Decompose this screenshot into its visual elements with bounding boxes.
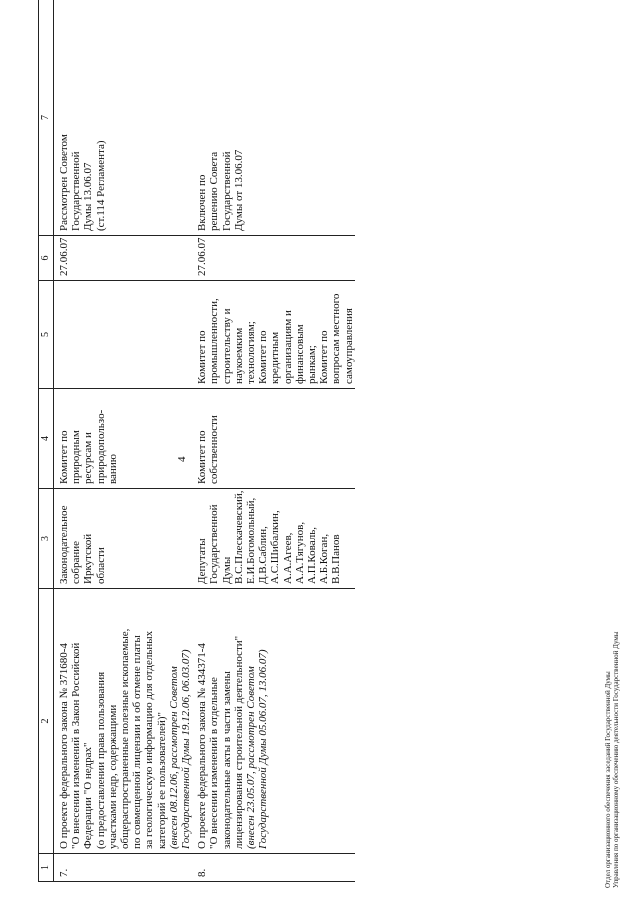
co-committee-line: Комитет по <box>257 330 270 384</box>
co-committee-cell <box>192 281 355 389</box>
co-committee-line: технологиям; <box>245 321 258 384</box>
page-number: 4 <box>176 456 188 462</box>
initiator-line: В.С.Плескачевский, <box>232 490 245 584</box>
decision-cell <box>54 0 193 236</box>
bill-title-line: участками недр, содержащими <box>106 704 119 849</box>
initiator-cell <box>192 489 355 589</box>
committee-line: собственности <box>208 415 221 484</box>
date-cell: 27.06.07 <box>54 236 193 281</box>
table-row <box>192 0 355 882</box>
decision-cell <box>192 0 355 236</box>
committee-line: природным <box>70 430 83 484</box>
co-committee-line: Комитет по <box>196 330 209 384</box>
bill-note-line: Государственной Думы 05.06.07, 13.06.07) <box>257 649 270 849</box>
committee-cell <box>192 389 355 489</box>
column-number: 6 <box>39 236 54 281</box>
committee-cell <box>54 389 193 489</box>
bill-title-line: категорий ее пользователей)" <box>155 711 168 849</box>
committee-line: ресурсам и <box>82 432 95 484</box>
decision-line: Государственной <box>70 151 83 231</box>
bill-title-line: по совмещенной лицензии и об отмене платы <box>131 635 144 849</box>
bill-note-line: (внесен 08.12.06, рассмотрен Советом <box>167 666 180 849</box>
decision-line: решению Совета <box>208 151 221 231</box>
initiator-cell <box>54 489 193 589</box>
committee-line: Комитет по <box>58 430 70 484</box>
bill-title-line: Федерации "О недрах" <box>82 742 95 849</box>
initiator-line: Е.И.Богомольный, <box>245 497 258 584</box>
bill-title-cell <box>54 589 193 854</box>
row-number: 7. <box>54 854 193 882</box>
co-committee-line: Комитет по <box>318 330 331 384</box>
initiator-line: Д.В.Саблин, <box>257 526 270 584</box>
co-committee-line: наукоемким <box>232 327 245 384</box>
initiator-line: Думы <box>220 556 233 584</box>
decision-line: Рассмотрен Советом <box>58 134 70 231</box>
bill-title-line: лицензирования строительной деятельности" <box>232 635 245 849</box>
co-committee-line: самоуправления <box>342 308 355 384</box>
column-number: 2 <box>39 589 54 854</box>
initiator-line: А.П.Коваль, <box>306 527 319 584</box>
initiator-line: А.А.Агеев, <box>281 532 294 584</box>
bill-title-line: общераспространенные полезные ископаемые, <box>119 628 132 849</box>
initiator-line: области <box>94 547 107 584</box>
co-committee-line: кредитным <box>269 331 282 384</box>
column-number: 3 <box>39 489 54 589</box>
initiator-line: Государственной <box>208 504 221 584</box>
decision-line: Думы от 13.06.07 <box>232 149 245 231</box>
column-number: 7 <box>39 0 54 236</box>
bill-title-line: О проекте федерального закона № 434371-4 <box>196 643 209 849</box>
bill-title-cell <box>192 589 355 854</box>
footer <box>604 632 620 888</box>
agenda-table <box>38 0 355 882</box>
committee-line: Комитет по <box>196 430 209 484</box>
bill-title-line: "О внесении изменений в Закон Российской <box>70 642 83 849</box>
co-committee-line: промышленности, <box>208 298 221 384</box>
initiator-line: собрание Иркутской <box>70 533 95 584</box>
row-number: 8. <box>192 854 355 882</box>
bill-title-line: законодательные акты в части замены <box>220 671 233 849</box>
initiator-line: А.С.Шибалкин, <box>269 510 282 584</box>
bill-title-line: (о предоставлении права пользования <box>94 671 107 849</box>
committee-line: ванию <box>106 454 119 484</box>
initiator-line: Законодательное <box>58 505 70 584</box>
column-number-row <box>39 0 54 882</box>
co-committee-line: организациям и <box>281 310 294 384</box>
co-committee-line: строительству и <box>220 308 233 384</box>
bill-note-line: (внесен 23.05.07, рассмотрен Советом <box>245 666 258 849</box>
initiator-line: В.В.Панов <box>330 534 343 584</box>
co-committee-cell <box>54 281 193 389</box>
bill-title-line: "О внесении изменений в отдельные <box>208 677 221 849</box>
decision-line: Думы 13.06.07 <box>82 162 95 231</box>
initiator-line: Депутаты <box>196 538 209 584</box>
co-committee-line: рынкам; <box>306 345 319 384</box>
bill-title-line: О проекте федерального закона № 371680-4 <box>58 643 70 849</box>
footer-line: Управления по организационному обеспечению деятельности Государственной Думы <box>612 631 620 888</box>
decision-line: Включен по <box>196 174 209 231</box>
co-committee-line: финансовым <box>293 324 306 384</box>
column-number: 4 <box>39 389 54 489</box>
footer-line: Отдел организационного обеспечения заседаний Государственной Думы <box>604 671 612 888</box>
decision-line: (ст.114 Регламента) <box>94 140 107 231</box>
column-number: 1 <box>39 854 54 882</box>
decision-line: Государственной <box>220 151 233 231</box>
initiator-line: А.А.Тягунов, <box>293 521 306 584</box>
committee-line: природопользо- <box>94 409 107 484</box>
date-cell: 27.06.07 <box>192 236 355 281</box>
bill-note-line: Государственной Думы 19.12.06, 06.03.07) <box>180 649 193 849</box>
initiator-line: А.Б.Коган, <box>318 533 331 584</box>
column-number: 5 <box>39 281 54 389</box>
co-committee-line: вопросам местного <box>330 293 343 384</box>
bill-title-line: за геологическую информацию для отдельных <box>143 630 156 849</box>
table-row <box>54 0 193 882</box>
